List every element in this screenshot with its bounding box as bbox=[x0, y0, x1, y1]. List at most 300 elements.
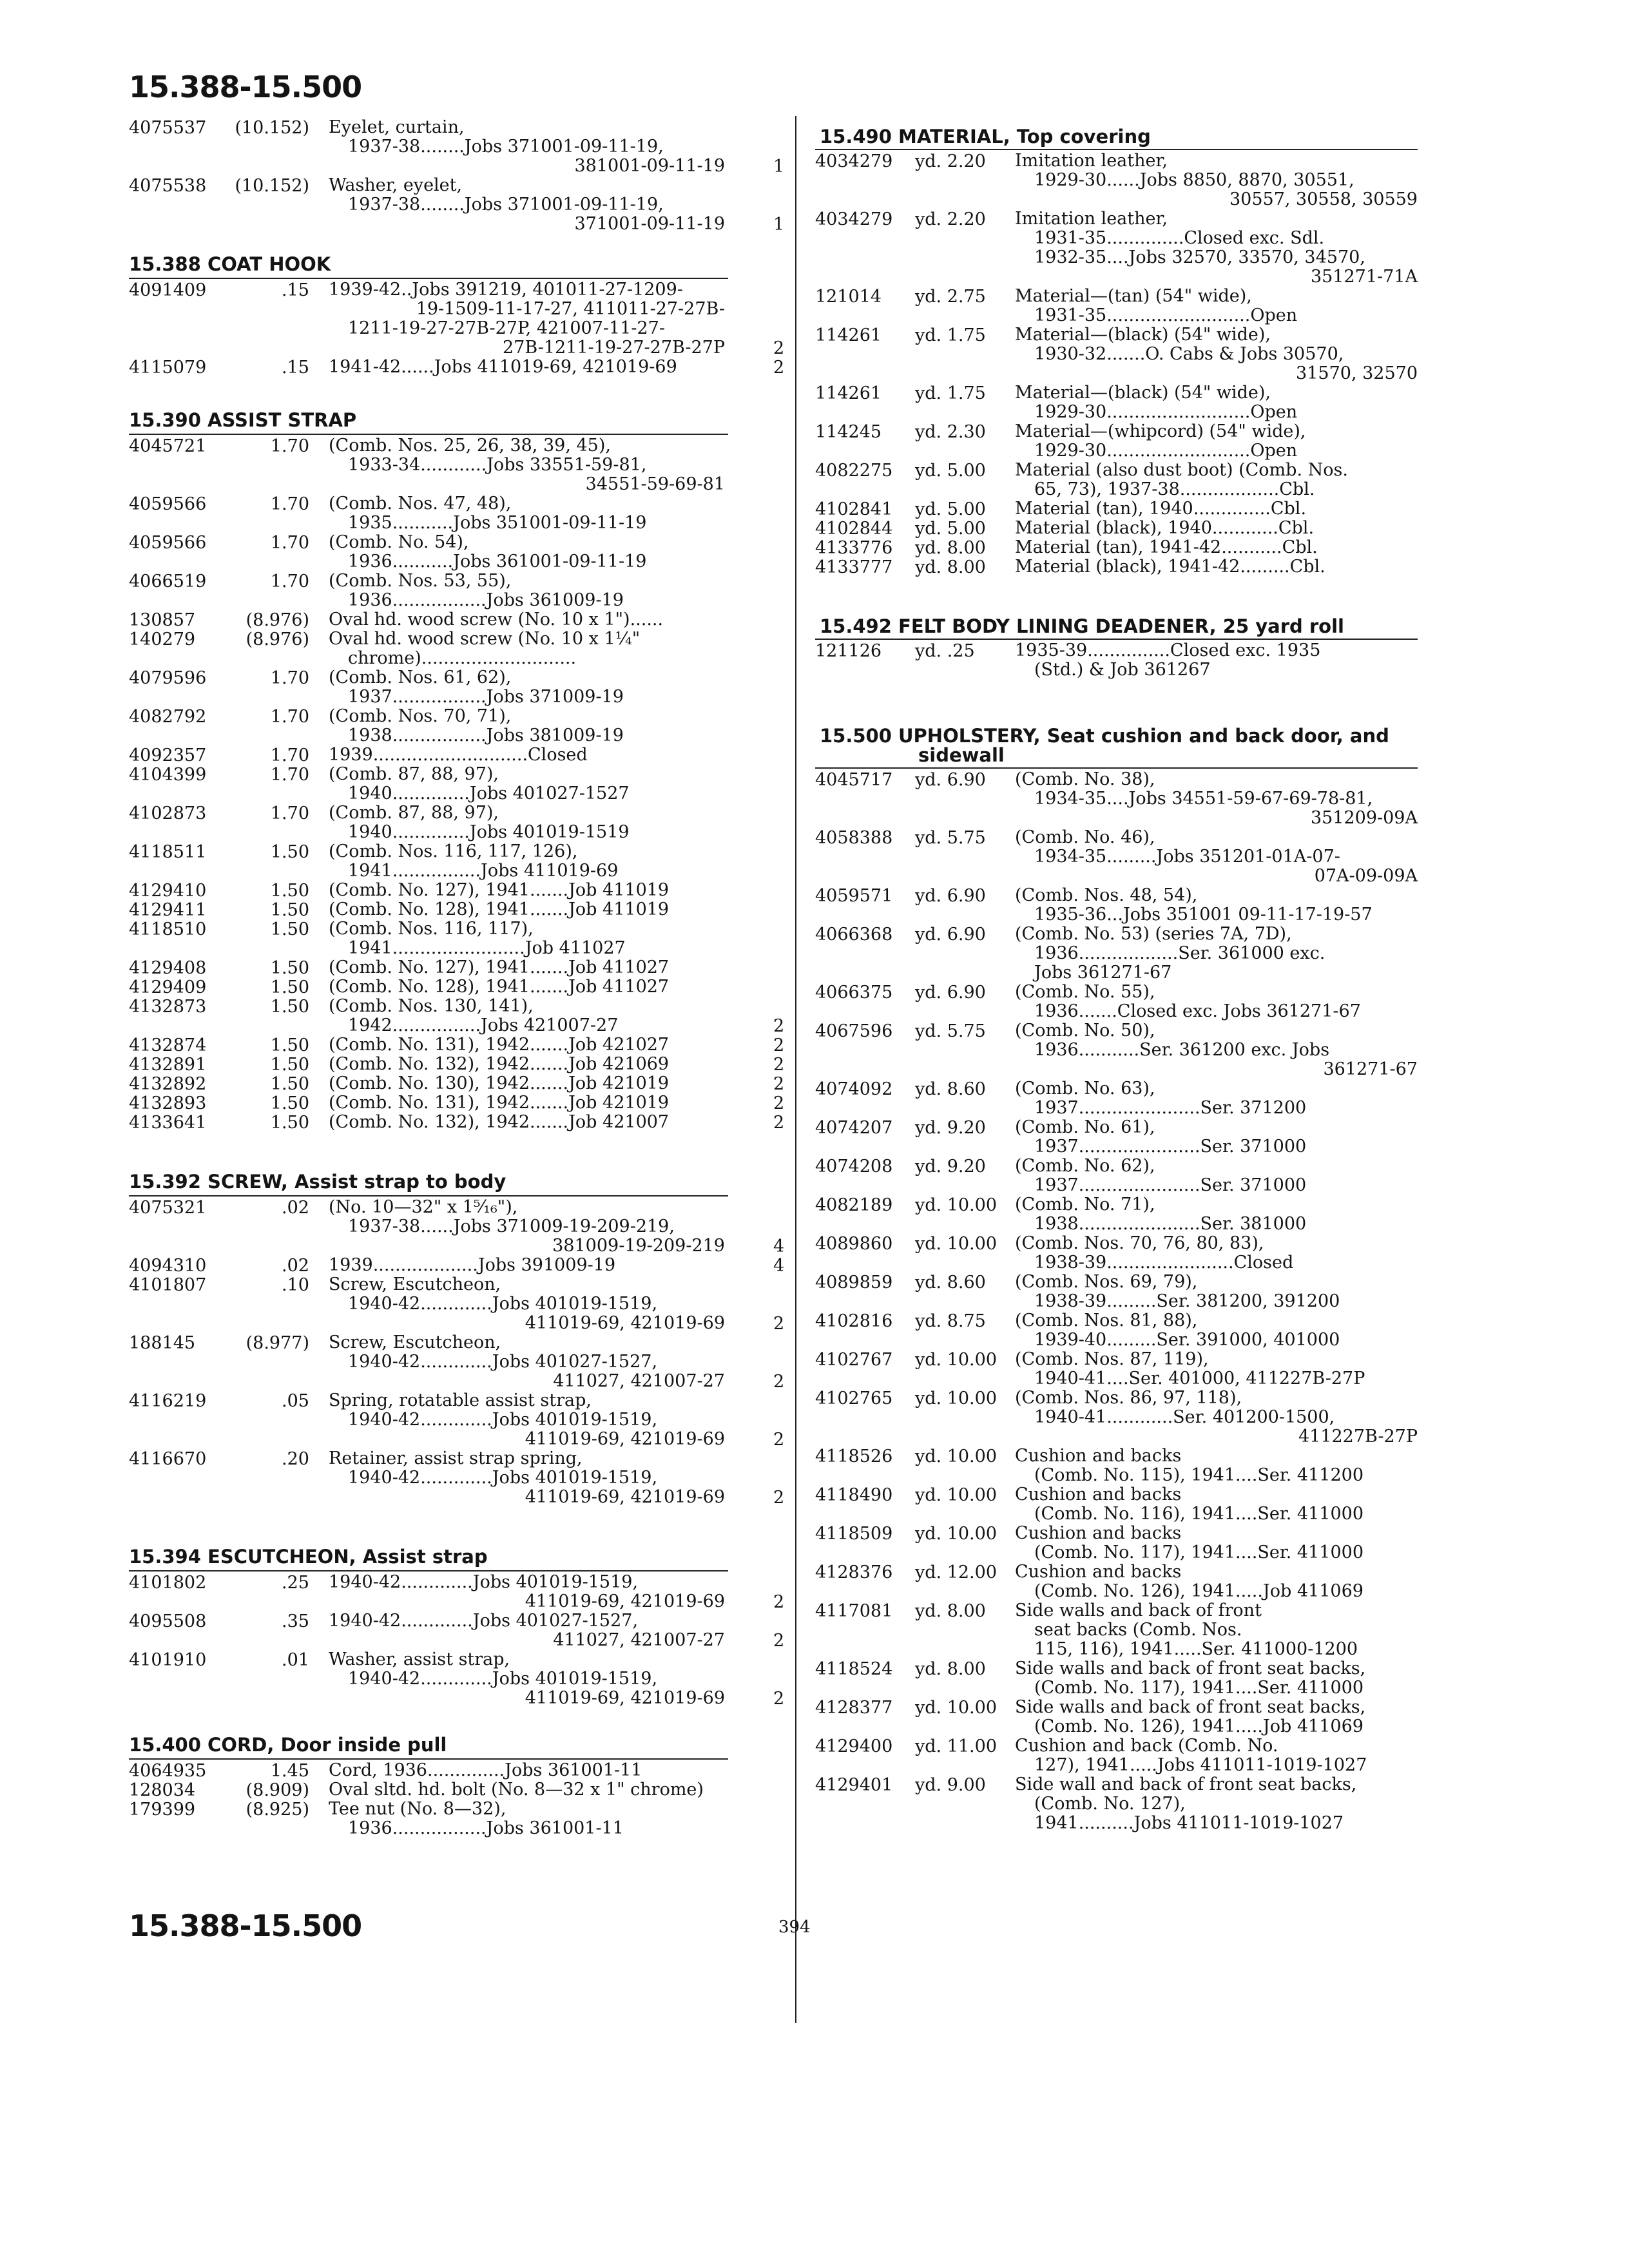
entry-line: Cushion and back (Comb. No. bbox=[1015, 1736, 1278, 1756]
part-number: 4059571 bbox=[815, 886, 893, 906]
part-number: 4129400 bbox=[815, 1736, 893, 1756]
entry-line: (Comb. Nos. 48, 54), bbox=[1015, 885, 1198, 905]
part-number: 4066375 bbox=[815, 983, 893, 1003]
price: yd. 8.00 bbox=[915, 1659, 986, 1679]
entry-line: 1940-41....Ser. 401000, 411227B-27P bbox=[1034, 1369, 1365, 1389]
price: yd. 6.90 bbox=[915, 983, 986, 1003]
entry-line: 411019-69, 421019-69 bbox=[525, 1487, 725, 1507]
entry-line: 1935...........Jobs 351001-09-11-19 bbox=[348, 513, 647, 533]
entry-line: (Comb. No. 126), 1941.....Job 411069 bbox=[1034, 1581, 1364, 1601]
entry-line: 1941-42......Jobs 411019-69, 421019-69 bbox=[329, 357, 677, 377]
entry-line: 371001-09-11-19 bbox=[574, 214, 725, 234]
entry-line: (Comb. No. 128), 1941.......Job 411019 bbox=[329, 899, 670, 919]
section-rule bbox=[129, 434, 728, 435]
entry-line: Tee nut (No. 8—32), bbox=[329, 1799, 506, 1819]
entry-line: (Comb. Nos. 47, 48), bbox=[329, 494, 512, 514]
part-number: 4132873 bbox=[129, 997, 207, 1017]
part-number: 4066519 bbox=[129, 572, 207, 591]
quantity: 2 bbox=[773, 1113, 785, 1133]
part-number: 4129411 bbox=[129, 900, 207, 920]
entry-line: 411019-69, 421019-69 bbox=[525, 1429, 725, 1449]
entry-line: 1937.................Jobs 371009-19 bbox=[348, 687, 624, 707]
quantity: 2 bbox=[773, 1314, 785, 1334]
entry-line: 1934-35.........Jobs 351201-01A-07- bbox=[1034, 847, 1340, 867]
part-number: 4117081 bbox=[815, 1601, 893, 1621]
column-divider bbox=[795, 116, 796, 2023]
part-number: 188145 bbox=[129, 1333, 196, 1353]
part-number: 4074092 bbox=[815, 1079, 893, 1099]
entry-line: Imitation leather, bbox=[1015, 151, 1168, 171]
quantity: 2 bbox=[773, 1016, 785, 1036]
part-number: 4129410 bbox=[129, 881, 207, 901]
section-heading: 15.490 MATERIAL, Top covering bbox=[820, 126, 1151, 148]
price: yd. 8.60 bbox=[915, 1079, 986, 1099]
price: 1.50 bbox=[270, 977, 309, 997]
part-number: 4091409 bbox=[129, 280, 207, 300]
price: .35 bbox=[282, 1611, 309, 1631]
entry-line: (Comb. No. 130), 1942.......Job 421019 bbox=[329, 1073, 670, 1093]
quantity: 2 bbox=[773, 358, 785, 378]
entry-line: (Comb. Nos. 70, 76, 80, 83), bbox=[1015, 1233, 1264, 1253]
price: .15 bbox=[282, 358, 309, 378]
price: .25 bbox=[282, 1573, 309, 1593]
price: .02 bbox=[282, 1198, 309, 1218]
price: 1.50 bbox=[270, 958, 309, 978]
entry-line: 1938-39.........Ser. 381200, 391200 bbox=[1034, 1291, 1340, 1311]
entry-line: 381009-19-209-219 bbox=[552, 1236, 725, 1256]
entry-line: (Comb. No. 71), bbox=[1015, 1195, 1155, 1215]
part-number: 4132893 bbox=[129, 1093, 207, 1113]
entry-line: Screw, Escutcheon, bbox=[329, 1332, 501, 1352]
entry-line: 19-1509-11-17-27, 411011-27-27B- bbox=[416, 299, 725, 319]
part-number: 4116219 bbox=[129, 1391, 207, 1411]
price: yd. 11.00 bbox=[915, 1736, 997, 1756]
part-number: 4116670 bbox=[129, 1449, 207, 1469]
entry-line: Material—(whipcord) (54" wide), bbox=[1015, 421, 1306, 441]
part-number: 4079596 bbox=[129, 668, 207, 688]
entry-line: (Comb. Nos. 70, 71), bbox=[329, 706, 512, 726]
entry-line: Cushion and backs bbox=[1015, 1523, 1182, 1543]
entry-line: 1940-42.............Jobs 401019-1519, bbox=[348, 1669, 658, 1689]
quantity: 2 bbox=[773, 338, 785, 358]
price: yd. 2.75 bbox=[915, 287, 986, 307]
entry-line: 1936.................Jobs 361001-11 bbox=[348, 1818, 624, 1838]
price: yd. 12.00 bbox=[915, 1562, 997, 1582]
entry-line: 1934-35....Jobs 34551-59-67-69-78-81, bbox=[1034, 789, 1373, 809]
part-number: 4101910 bbox=[129, 1650, 207, 1670]
entry-line: seat backs (Comb. Nos. bbox=[1034, 1620, 1242, 1640]
entry-line: 361271-67 bbox=[1323, 1059, 1418, 1079]
part-number: 4059566 bbox=[129, 533, 207, 553]
part-number: 4059566 bbox=[129, 494, 207, 514]
price: 1.70 bbox=[270, 494, 309, 514]
entry-line: (Comb. No. 38), bbox=[1015, 769, 1155, 789]
part-number: 4102841 bbox=[815, 499, 893, 519]
part-number: 4075538 bbox=[129, 176, 207, 196]
part-number: 4095508 bbox=[129, 1611, 207, 1631]
quantity: 4 bbox=[773, 1236, 785, 1256]
quantity: 2 bbox=[773, 1430, 785, 1450]
price: yd. 9.00 bbox=[915, 1775, 986, 1795]
entry-line: 1938......................Ser. 381000 bbox=[1034, 1214, 1307, 1234]
entry-line: (Comb. No. 117), 1941....Ser. 411000 bbox=[1034, 1542, 1364, 1562]
quantity: 1 bbox=[773, 157, 785, 177]
price: yd. 1.75 bbox=[915, 383, 986, 403]
entry-line: 07A-09-09A bbox=[1314, 866, 1418, 886]
entry-line: (Comb. No. 63), bbox=[1015, 1079, 1155, 1099]
part-number: 4074207 bbox=[815, 1118, 893, 1138]
entry-line: (Comb. No. 127), 1941.......Job 411027 bbox=[329, 957, 670, 977]
entry-line: 1940-41............Ser. 401200-1500, bbox=[1034, 1407, 1335, 1427]
entry-line: Side walls and back of front seat backs, bbox=[1015, 1697, 1366, 1717]
part-number: 4118509 bbox=[815, 1524, 893, 1544]
part-number: 4102767 bbox=[815, 1350, 893, 1370]
part-number: 4118524 bbox=[815, 1659, 893, 1679]
entry-line: 1937-38........Jobs 371001-09-11-19, bbox=[348, 195, 664, 215]
entry-line: 1929-30..........................Open bbox=[1034, 402, 1298, 422]
price: 1.70 bbox=[270, 745, 309, 765]
price: yd. 6.90 bbox=[915, 770, 986, 790]
price: 1.50 bbox=[270, 900, 309, 920]
entry-line: 1933-34............Jobs 33551-59-81, bbox=[348, 455, 647, 475]
price: 1.50 bbox=[270, 1035, 309, 1055]
entry-line: (Comb. No. 132), 1942.......Job 421069 bbox=[329, 1054, 670, 1074]
section-heading: 15.492 FELT BODY LINING DEADENER, 25 yard roll bbox=[820, 615, 1344, 637]
entry-line: 411019-69, 421019-69 bbox=[525, 1591, 725, 1611]
price: (8.925) bbox=[246, 1800, 309, 1820]
part-number: 4101807 bbox=[129, 1275, 207, 1295]
section-heading: 15.392 SCREW, Assist strap to body bbox=[129, 1171, 506, 1193]
part-number: 4092357 bbox=[129, 745, 207, 765]
entry-line: (Comb. No. 61), bbox=[1015, 1117, 1155, 1137]
entry-line: (Comb. No. 128), 1941.......Job 411027 bbox=[329, 977, 670, 997]
quantity: 2 bbox=[773, 1488, 785, 1508]
entry-line: (Comb. No. 127), 1941.......Job 411019 bbox=[329, 880, 670, 900]
entry-line: 1941..........Jobs 411011-1019-1027 bbox=[1034, 1813, 1344, 1833]
entry-line: (Comb. Nos. 130, 141), bbox=[329, 996, 534, 1016]
page-header-bottom: 15.388-15.500 bbox=[129, 1908, 362, 1943]
entry-line: Side walls and back of front bbox=[1015, 1600, 1262, 1620]
section-heading-continued: sidewall bbox=[918, 744, 1005, 766]
entry-line: 1939-40.........Ser. 391000, 401000 bbox=[1034, 1330, 1340, 1350]
part-number: 4045721 bbox=[129, 436, 207, 456]
price: yd. 8.60 bbox=[915, 1273, 986, 1293]
entry-line: (Comb. No. 55), bbox=[1015, 982, 1155, 1002]
section-rule bbox=[129, 1570, 728, 1571]
quantity: 2 bbox=[773, 1631, 785, 1651]
section-rule bbox=[815, 639, 1418, 640]
price: yd. 10.00 bbox=[915, 1446, 997, 1466]
part-number: 4089860 bbox=[815, 1234, 893, 1254]
price: yd. 8.00 bbox=[915, 538, 986, 558]
entry-line: 1938.................Jobs 381009-19 bbox=[348, 726, 624, 745]
entry-line: Material—(black) (54" wide), bbox=[1015, 325, 1271, 345]
part-number: 179399 bbox=[129, 1800, 196, 1820]
price: (10.152) bbox=[235, 176, 309, 196]
entry-line: 127), 1941.....Jobs 411011-1019-1027 bbox=[1034, 1755, 1367, 1775]
price: yd. 6.90 bbox=[915, 886, 986, 906]
entry-line: 1935-36...Jobs 351001 09-11-17-19-57 bbox=[1034, 905, 1373, 925]
entry-line: (Comb. Nos. 61, 62), bbox=[329, 668, 512, 687]
entry-line: 351271-71A bbox=[1310, 267, 1418, 287]
entry-line: (No. 10—32" x 1⁵⁄₁₆"), bbox=[329, 1197, 518, 1217]
entry-line: 34551-59-69-81 bbox=[585, 474, 725, 494]
entry-line: Side walls and back of front seat backs, bbox=[1015, 1658, 1366, 1678]
entry-line: Retainer, assist strap spring, bbox=[329, 1448, 583, 1468]
price: (8.909) bbox=[246, 1780, 309, 1800]
section-rule bbox=[815, 767, 1418, 769]
entry-line: 1940-42.............Jobs 401027-1527, bbox=[329, 1611, 639, 1631]
entry-line: Cord, 1936..............Jobs 361001-11 bbox=[329, 1760, 642, 1780]
price: 1.50 bbox=[270, 919, 309, 939]
part-number: 4082275 bbox=[815, 461, 893, 481]
price: yd. 9.20 bbox=[915, 1157, 986, 1177]
entry-line: Material—(black) (54" wide), bbox=[1015, 383, 1271, 403]
entry-line: Oval hd. wood screw (No. 10 x 1¼" bbox=[329, 629, 641, 649]
entry-line: Cushion and backs bbox=[1015, 1562, 1182, 1582]
entry-line: (Comb. No. 50), bbox=[1015, 1021, 1155, 1041]
price: 1.70 bbox=[270, 436, 309, 456]
entry-line: Spring, rotatable assist strap, bbox=[329, 1390, 592, 1410]
part-number: 130857 bbox=[129, 610, 196, 630]
entry-line: 1935-39...............Closed exc. 1935 bbox=[1015, 640, 1321, 660]
entry-line: (Comb. Nos. 81, 88), bbox=[1015, 1311, 1198, 1331]
entry-line: Material (black), 1941-42.........Cbl. bbox=[1015, 557, 1325, 577]
entry-line: (Comb. No. 53) (series 7A, 7D), bbox=[1015, 924, 1292, 944]
entry-line: 351209-09A bbox=[1310, 808, 1418, 828]
entry-line: 411027, 421007-27 bbox=[553, 1371, 725, 1391]
entry-line: Washer, eyelet, bbox=[329, 175, 463, 195]
part-number: 4129408 bbox=[129, 958, 207, 978]
entry-line: (Comb. No. 131), 1942.......Job 421019 bbox=[329, 1093, 670, 1113]
part-number: 4082189 bbox=[815, 1195, 893, 1215]
entry-line: 1937......................Ser. 371000 bbox=[1034, 1175, 1307, 1195]
part-number: 121014 bbox=[815, 287, 882, 307]
part-number: 4089859 bbox=[815, 1273, 893, 1293]
price: yd. 8.75 bbox=[915, 1311, 986, 1331]
entry-line: 1940-42.............Jobs 401019-1519, bbox=[329, 1572, 639, 1592]
page-number: 394 bbox=[778, 1917, 811, 1937]
part-number: 4128377 bbox=[815, 1698, 893, 1718]
price: 1.70 bbox=[270, 803, 309, 823]
part-number: 114261 bbox=[815, 325, 882, 345]
price: 1.45 bbox=[270, 1761, 309, 1781]
price: .20 bbox=[282, 1449, 309, 1469]
entry-line: 1936...........Jobs 361001-09-11-19 bbox=[348, 552, 647, 572]
entry-line: 411019-69, 421019-69 bbox=[525, 1313, 725, 1333]
part-number: 4066368 bbox=[815, 925, 893, 945]
entry-line: 1936.................Jobs 361009-19 bbox=[348, 590, 624, 610]
price: yd. 6.90 bbox=[915, 925, 986, 945]
part-number: 128034 bbox=[129, 1780, 196, 1800]
part-number: 4118511 bbox=[129, 842, 207, 862]
price: yd. 10.00 bbox=[915, 1389, 997, 1408]
entry-line: 1940-42.............Jobs 401019-1519, bbox=[348, 1410, 658, 1430]
entry-line: (Comb. Nos. 86, 97, 118), bbox=[1015, 1388, 1242, 1408]
price: yd. 1.75 bbox=[915, 325, 986, 345]
part-number: 4102873 bbox=[129, 803, 207, 823]
entry-line: Material—(tan) (54" wide), bbox=[1015, 286, 1252, 306]
part-number: 4045717 bbox=[815, 770, 893, 790]
price: yd. 8.00 bbox=[915, 1601, 986, 1621]
part-number: 4067596 bbox=[815, 1021, 893, 1041]
entry-line: 65, 73), 1937-38..................Cbl. bbox=[1034, 479, 1315, 499]
entry-line: (Std.) & Job 361267 bbox=[1034, 660, 1211, 680]
part-number: 4118526 bbox=[815, 1446, 893, 1466]
entry-line: Oval hd. wood screw (No. 10 x 1")...... bbox=[329, 610, 664, 629]
part-number: 4034279 bbox=[815, 151, 893, 171]
part-number: 4102816 bbox=[815, 1311, 893, 1331]
section-rule bbox=[129, 278, 728, 279]
quantity: 2 bbox=[773, 1074, 785, 1094]
section-heading: 15.500 UPHOLSTERY, Seat cushion and back door, and bbox=[820, 725, 1389, 747]
section-heading: 15.390 ASSIST STRAP bbox=[129, 409, 357, 431]
part-number: 4128376 bbox=[815, 1562, 893, 1582]
part-number: 4094310 bbox=[129, 1256, 207, 1276]
entry-line: (Comb. 87, 88, 97), bbox=[329, 764, 499, 784]
entry-line: 27B-1211-19-27-27B-27P bbox=[503, 338, 725, 358]
part-number: 4129409 bbox=[129, 977, 207, 997]
entry-line: (Comb. 87, 88, 97), bbox=[329, 803, 499, 823]
entry-line: 1936..................Ser. 361000 exc. bbox=[1034, 943, 1325, 963]
entry-line: 115, 116), 1941.....Ser. 411000-1200 bbox=[1034, 1639, 1358, 1659]
section-heading: 15.388 COAT HOOK bbox=[129, 253, 331, 275]
entry-line: (Comb. No. 116), 1941....Ser. 411000 bbox=[1034, 1504, 1364, 1524]
price: yd. 5.00 bbox=[915, 461, 986, 481]
quantity: 1 bbox=[773, 215, 785, 235]
quantity: 2 bbox=[773, 1055, 785, 1075]
price: 1.70 bbox=[270, 533, 309, 553]
entry-line: (Comb. No. 126), 1941.....Job 411069 bbox=[1034, 1716, 1364, 1736]
entry-line: 1930-32.......O. Cabs & Jobs 30570, bbox=[1034, 344, 1344, 364]
price: (8.976) bbox=[246, 629, 309, 649]
price: .02 bbox=[282, 1256, 309, 1276]
entry-line: 1932-35....Jobs 32570, 33570, 34570, bbox=[1034, 247, 1365, 267]
price: .01 bbox=[282, 1650, 309, 1670]
price: .15 bbox=[282, 280, 309, 300]
section-rule bbox=[129, 1758, 728, 1760]
part-number: 4034279 bbox=[815, 209, 893, 229]
price: (8.976) bbox=[246, 610, 309, 630]
part-number: 4132892 bbox=[129, 1074, 207, 1094]
price: .05 bbox=[282, 1391, 309, 1411]
quantity: 4 bbox=[773, 1256, 785, 1276]
entry-line: 411027, 421007-27 bbox=[553, 1630, 725, 1650]
section-rule bbox=[815, 149, 1418, 150]
price: yd. 2.30 bbox=[915, 422, 986, 442]
quantity: 2 bbox=[773, 1689, 785, 1709]
price: 1.50 bbox=[270, 997, 309, 1017]
entry-line: 31570, 32570 bbox=[1296, 363, 1418, 383]
entry-line: 1941................Jobs 411019-69 bbox=[348, 861, 619, 881]
price: 1.50 bbox=[270, 1113, 309, 1133]
price: yd. 9.20 bbox=[915, 1118, 986, 1138]
entry-line: 1942................Jobs 421007-27 bbox=[348, 1015, 619, 1035]
entry-line: (Comb. No. 132), 1942.......Job 421007 bbox=[329, 1112, 670, 1132]
entry-line: 1940..............Jobs 401019-1519 bbox=[348, 822, 630, 842]
entry-line: Material (tan), 1941-42...........Cbl. bbox=[1015, 537, 1318, 557]
entry-line: 1940-42.............Jobs 401019-1519, bbox=[348, 1468, 658, 1488]
entry-line: 1936.......Closed exc. Jobs 361271-67 bbox=[1034, 1001, 1361, 1021]
entry-line: Material (tan), 1940..............Cbl. bbox=[1015, 499, 1307, 519]
price: 1.70 bbox=[270, 572, 309, 591]
price: 1.50 bbox=[270, 1093, 309, 1113]
entry-line: Eyelet, curtain, bbox=[329, 117, 465, 137]
part-number: 4118490 bbox=[815, 1485, 893, 1505]
part-number: 4129401 bbox=[815, 1775, 893, 1795]
part-number: 4064935 bbox=[129, 1761, 207, 1781]
entry-line: 1940-42.............Jobs 401027-1527, bbox=[348, 1352, 658, 1372]
part-number: 114245 bbox=[815, 422, 882, 442]
part-number: 4133776 bbox=[815, 538, 893, 558]
entry-line: (Comb. No. 131), 1942.......Job 421027 bbox=[329, 1035, 670, 1055]
price: yd. 8.00 bbox=[915, 557, 986, 577]
section-rule bbox=[129, 1195, 728, 1196]
entry-line: (Comb. Nos. 69, 79), bbox=[1015, 1272, 1198, 1292]
part-number: 4082792 bbox=[129, 707, 207, 727]
price: 1.50 bbox=[270, 1055, 309, 1075]
entry-line: 1929-30..........................Open bbox=[1034, 441, 1298, 461]
quantity: 2 bbox=[773, 1372, 785, 1392]
part-number: 4115079 bbox=[129, 358, 207, 378]
entry-line: Cushion and backs bbox=[1015, 1446, 1182, 1466]
entry-line: 1211-19-27-27B-27P, 421007-11-27- bbox=[348, 318, 665, 338]
entry-line: 1940-42.............Jobs 401019-1519, bbox=[348, 1294, 658, 1314]
part-number: 121126 bbox=[815, 641, 882, 661]
entry-line: 1937-38........Jobs 371001-09-11-19, bbox=[348, 137, 664, 157]
quantity: 2 bbox=[773, 1592, 785, 1612]
price: yd. 5.75 bbox=[915, 828, 986, 848]
price: (10.152) bbox=[235, 118, 309, 138]
entry-line: Screw, Escutcheon, bbox=[329, 1274, 501, 1294]
entry-line: (Comb. No. 54), bbox=[329, 532, 469, 552]
part-number: 4132891 bbox=[129, 1055, 207, 1075]
part-number: 4133641 bbox=[129, 1113, 207, 1133]
price: yd. 5.00 bbox=[915, 519, 986, 539]
part-number: 4102765 bbox=[815, 1389, 893, 1408]
price: 1.70 bbox=[270, 765, 309, 785]
price: .10 bbox=[282, 1275, 309, 1295]
entry-line: (Comb. No. 46), bbox=[1015, 827, 1155, 847]
part-number: 4118510 bbox=[129, 919, 207, 939]
entry-line: Side wall and back of front seat backs, bbox=[1015, 1774, 1357, 1794]
entry-line: chrome)............................ bbox=[348, 648, 577, 668]
price: 1.50 bbox=[270, 842, 309, 862]
price: 1.50 bbox=[270, 881, 309, 901]
entry-line: 1937-38......Jobs 371009-19-209-219, bbox=[348, 1216, 675, 1236]
entry-line: (Comb. No. 127), bbox=[1034, 1794, 1186, 1814]
price: yd. 2.20 bbox=[915, 209, 986, 229]
entry-line: 381001-09-11-19 bbox=[574, 156, 725, 176]
price: yd. 5.75 bbox=[915, 1021, 986, 1041]
entry-line: Jobs 361271-67 bbox=[1034, 963, 1172, 983]
entry-line: 1937......................Ser. 371200 bbox=[1034, 1098, 1307, 1118]
price: yd. .25 bbox=[915, 641, 975, 661]
price: yd. 2.20 bbox=[915, 151, 986, 171]
quantity: 2 bbox=[773, 1093, 785, 1113]
entry-line: (Comb. Nos. 87, 119), bbox=[1015, 1349, 1209, 1369]
part-number: 4101802 bbox=[129, 1573, 207, 1593]
entry-line: (Comb. No. 117), 1941....Ser. 411000 bbox=[1034, 1678, 1364, 1698]
part-number: 4102844 bbox=[815, 519, 893, 539]
entry-line: (Comb. Nos. 116, 117), bbox=[329, 919, 534, 939]
page-header-top: 15.388-15.500 bbox=[129, 70, 362, 104]
price: 1.70 bbox=[270, 707, 309, 727]
entry-line: 411227B-27P bbox=[1298, 1427, 1418, 1446]
entry-line: Material (black), 1940............Cbl. bbox=[1015, 518, 1315, 538]
entry-line: 1939............................Closed bbox=[329, 745, 588, 765]
entry-line: 411019-69, 421019-69 bbox=[525, 1688, 725, 1708]
